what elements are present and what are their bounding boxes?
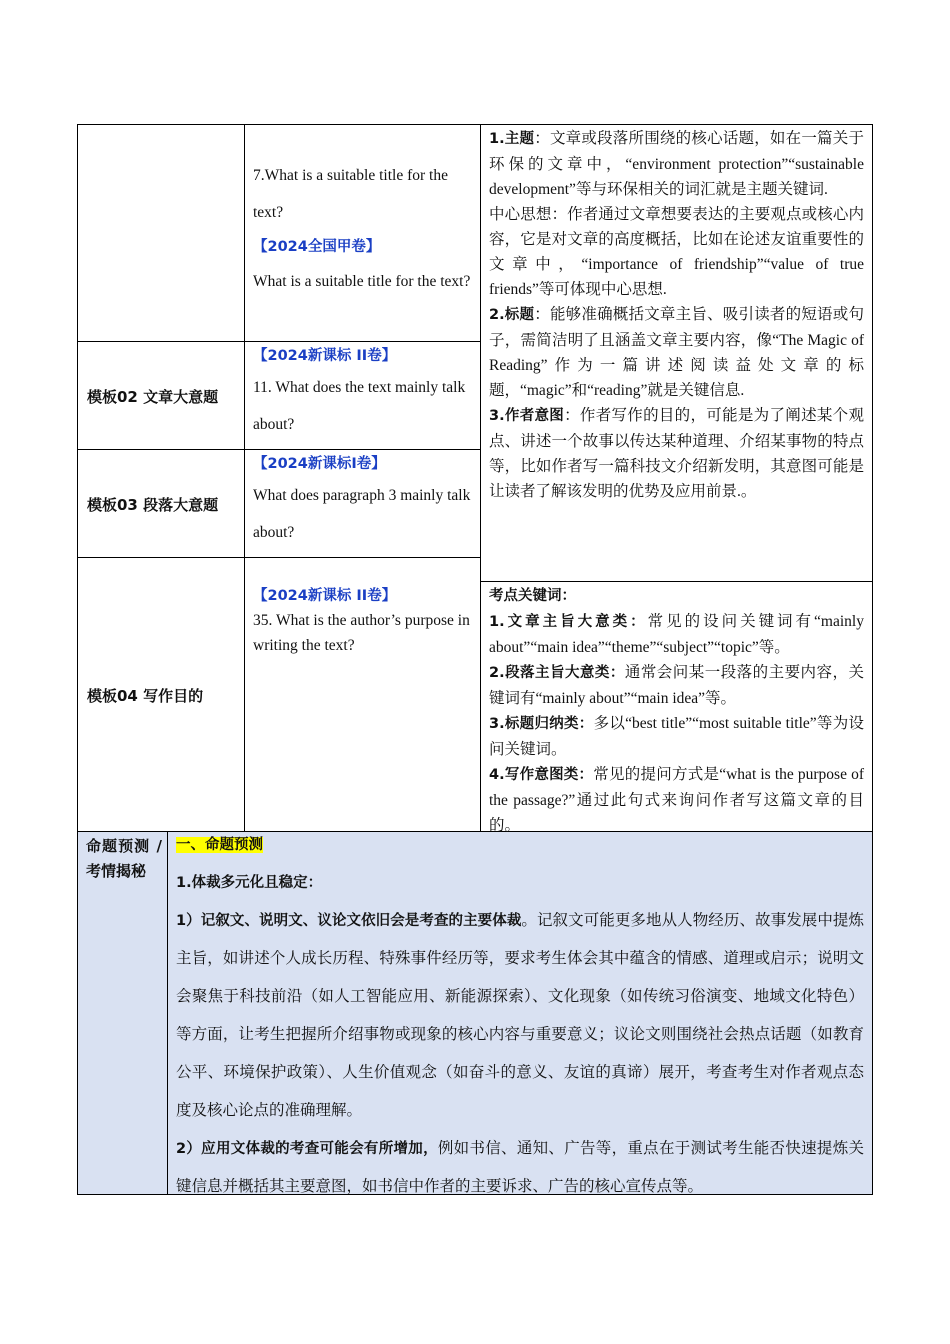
row3-label: 模板03 段落大意题 xyxy=(87,496,219,514)
row-divider-2 xyxy=(77,341,481,342)
row2-question-cell xyxy=(253,343,475,443)
notes-divider xyxy=(480,581,873,582)
row4-question-cell xyxy=(253,584,475,658)
keyword-purpose: 4.写作意图类：常见的提问方式是“what is the purpose of the passage?”通过此句式来询问作者写这篇文章的目的。 xyxy=(489,766,864,834)
note-theme: 1.主题：文章或段落所围绕的核心话题，如在一篇关于环保的文章中，“environment protection”“sustainable development”等与环保相关的词汇就是主题关键词. xyxy=(489,130,864,198)
row1-source-question: What is a suitable title for the text? xyxy=(253,273,471,290)
row2-label: 模板02 文章大意题 xyxy=(87,388,219,406)
row4-question: 35. What is the author’s purpose in writing the text? xyxy=(253,612,470,654)
keyword-paragraph-idea: 2.段落主旨大意类：通常会问某一段落的主要内容，关键词有“mainly about”“main idea”等。 xyxy=(489,664,864,707)
keywords-title: 考点关键词： xyxy=(489,588,576,604)
prediction-para-2: 2）应用文体裁的考查可能会有所增加，例如书信、通知、广告等，重点在于测试考生能否快速提炼关键信息并概括其主要意图，如书信中作者的主要诉求、广告的核心宣传点等。 xyxy=(176,1140,864,1195)
row-divider-4 xyxy=(77,557,481,558)
prediction-body xyxy=(176,826,864,1206)
note-central-idea: 中心思想：作者通过文章想要表达的主要观点或核心内容，它是对文章的高度概括，比如在论述友谊重要性的文章中，“importance of friendship”“value of true friends”等可体现中心思想. xyxy=(489,206,864,298)
keyword-title: 3.标题归纳类：多以“best title”“most suitable title”等为设问关键词。 xyxy=(489,715,864,758)
prediction-para-1: 1）记叙文、说明文、议论文依旧会是考查的主要体裁。记叙文可能更多地从人物经历、故事发展中提炼主旨，如讲述个人成长历程、特殊事件经历等，要求考生体会其中蕴含的情感、道理或启示；说明文会聚焦于科技前沿（如人工智能应用、新能源探索）、文化现象（如传统习俗演变、地域文化特色）等方面，让考生把握所介绍事物或现象的核心内容与重要意义；议论文则围绕社会热点话题（如教育公平、环境保护政策）、人生价值观念（如奋斗的意义、友谊的真谛）展开，考查考生对作者观点态度及核心论点的准确理解。 xyxy=(176,912,864,1119)
notes-top xyxy=(489,126,864,504)
row2-question: 11. What does the text mainly talk about? xyxy=(253,379,466,433)
row1-question-cell xyxy=(253,157,475,300)
prediction-heading-line xyxy=(176,826,864,864)
prediction-label: 命题预测 / 考情揭秘 xyxy=(86,837,162,880)
row1-source: 【2024全国甲卷】 xyxy=(253,239,381,255)
prediction-subheading: 1.体裁多元化且稳定： xyxy=(176,875,323,891)
table-border-right xyxy=(872,124,873,1195)
prediction-heading: 一、命题预测 xyxy=(176,837,263,853)
note-author-intent: 3.作者意图：作者写作的目的，可能是为了阐述某个观点、讲述一个故事以传达某种道理、介绍某事物的特点等，比如作者写一篇科技文介绍新发明，其意图可能是让读者了解该发明的优势及应用前景.。 xyxy=(489,407,864,500)
row-divider-3 xyxy=(77,449,481,450)
row3-question: What does paragraph 3 mainly talk about? xyxy=(253,487,471,541)
row4-label: 模板04 写作目的 xyxy=(87,687,204,705)
col-divider-1 xyxy=(244,124,245,831)
table-border-left xyxy=(77,124,78,1195)
note-title: 2.标题：能够准确概括文章主旨、吸引读者的短语或句子，需简洁明了且涵盖文章主要内容，像“The Magic of Reading”作为一篇讲述阅读益处文章的标题，“magic”和“reading”就是关键信息. xyxy=(489,306,864,399)
row3-source: 【2024新课标Ⅰ卷】 xyxy=(253,456,386,472)
col-divider-2 xyxy=(480,124,481,831)
keyword-main-idea: 1.文章主旨大意类：常见的设问关键词有“mainly about”“main idea”“theme”“subject”“topic”等。 xyxy=(489,613,864,656)
prediction-col-divider xyxy=(167,831,168,1195)
row3-question-cell xyxy=(253,451,475,551)
notes-keywords xyxy=(489,584,864,838)
prediction-label-bg xyxy=(78,831,168,1195)
row1-question: 7.What is a suitable title for the text? xyxy=(253,167,448,221)
row2-source: 【2024新课标 II卷】 xyxy=(253,348,397,364)
row4-source: 【2024新课标 II卷】 xyxy=(253,588,397,604)
table-border-top xyxy=(77,124,873,125)
